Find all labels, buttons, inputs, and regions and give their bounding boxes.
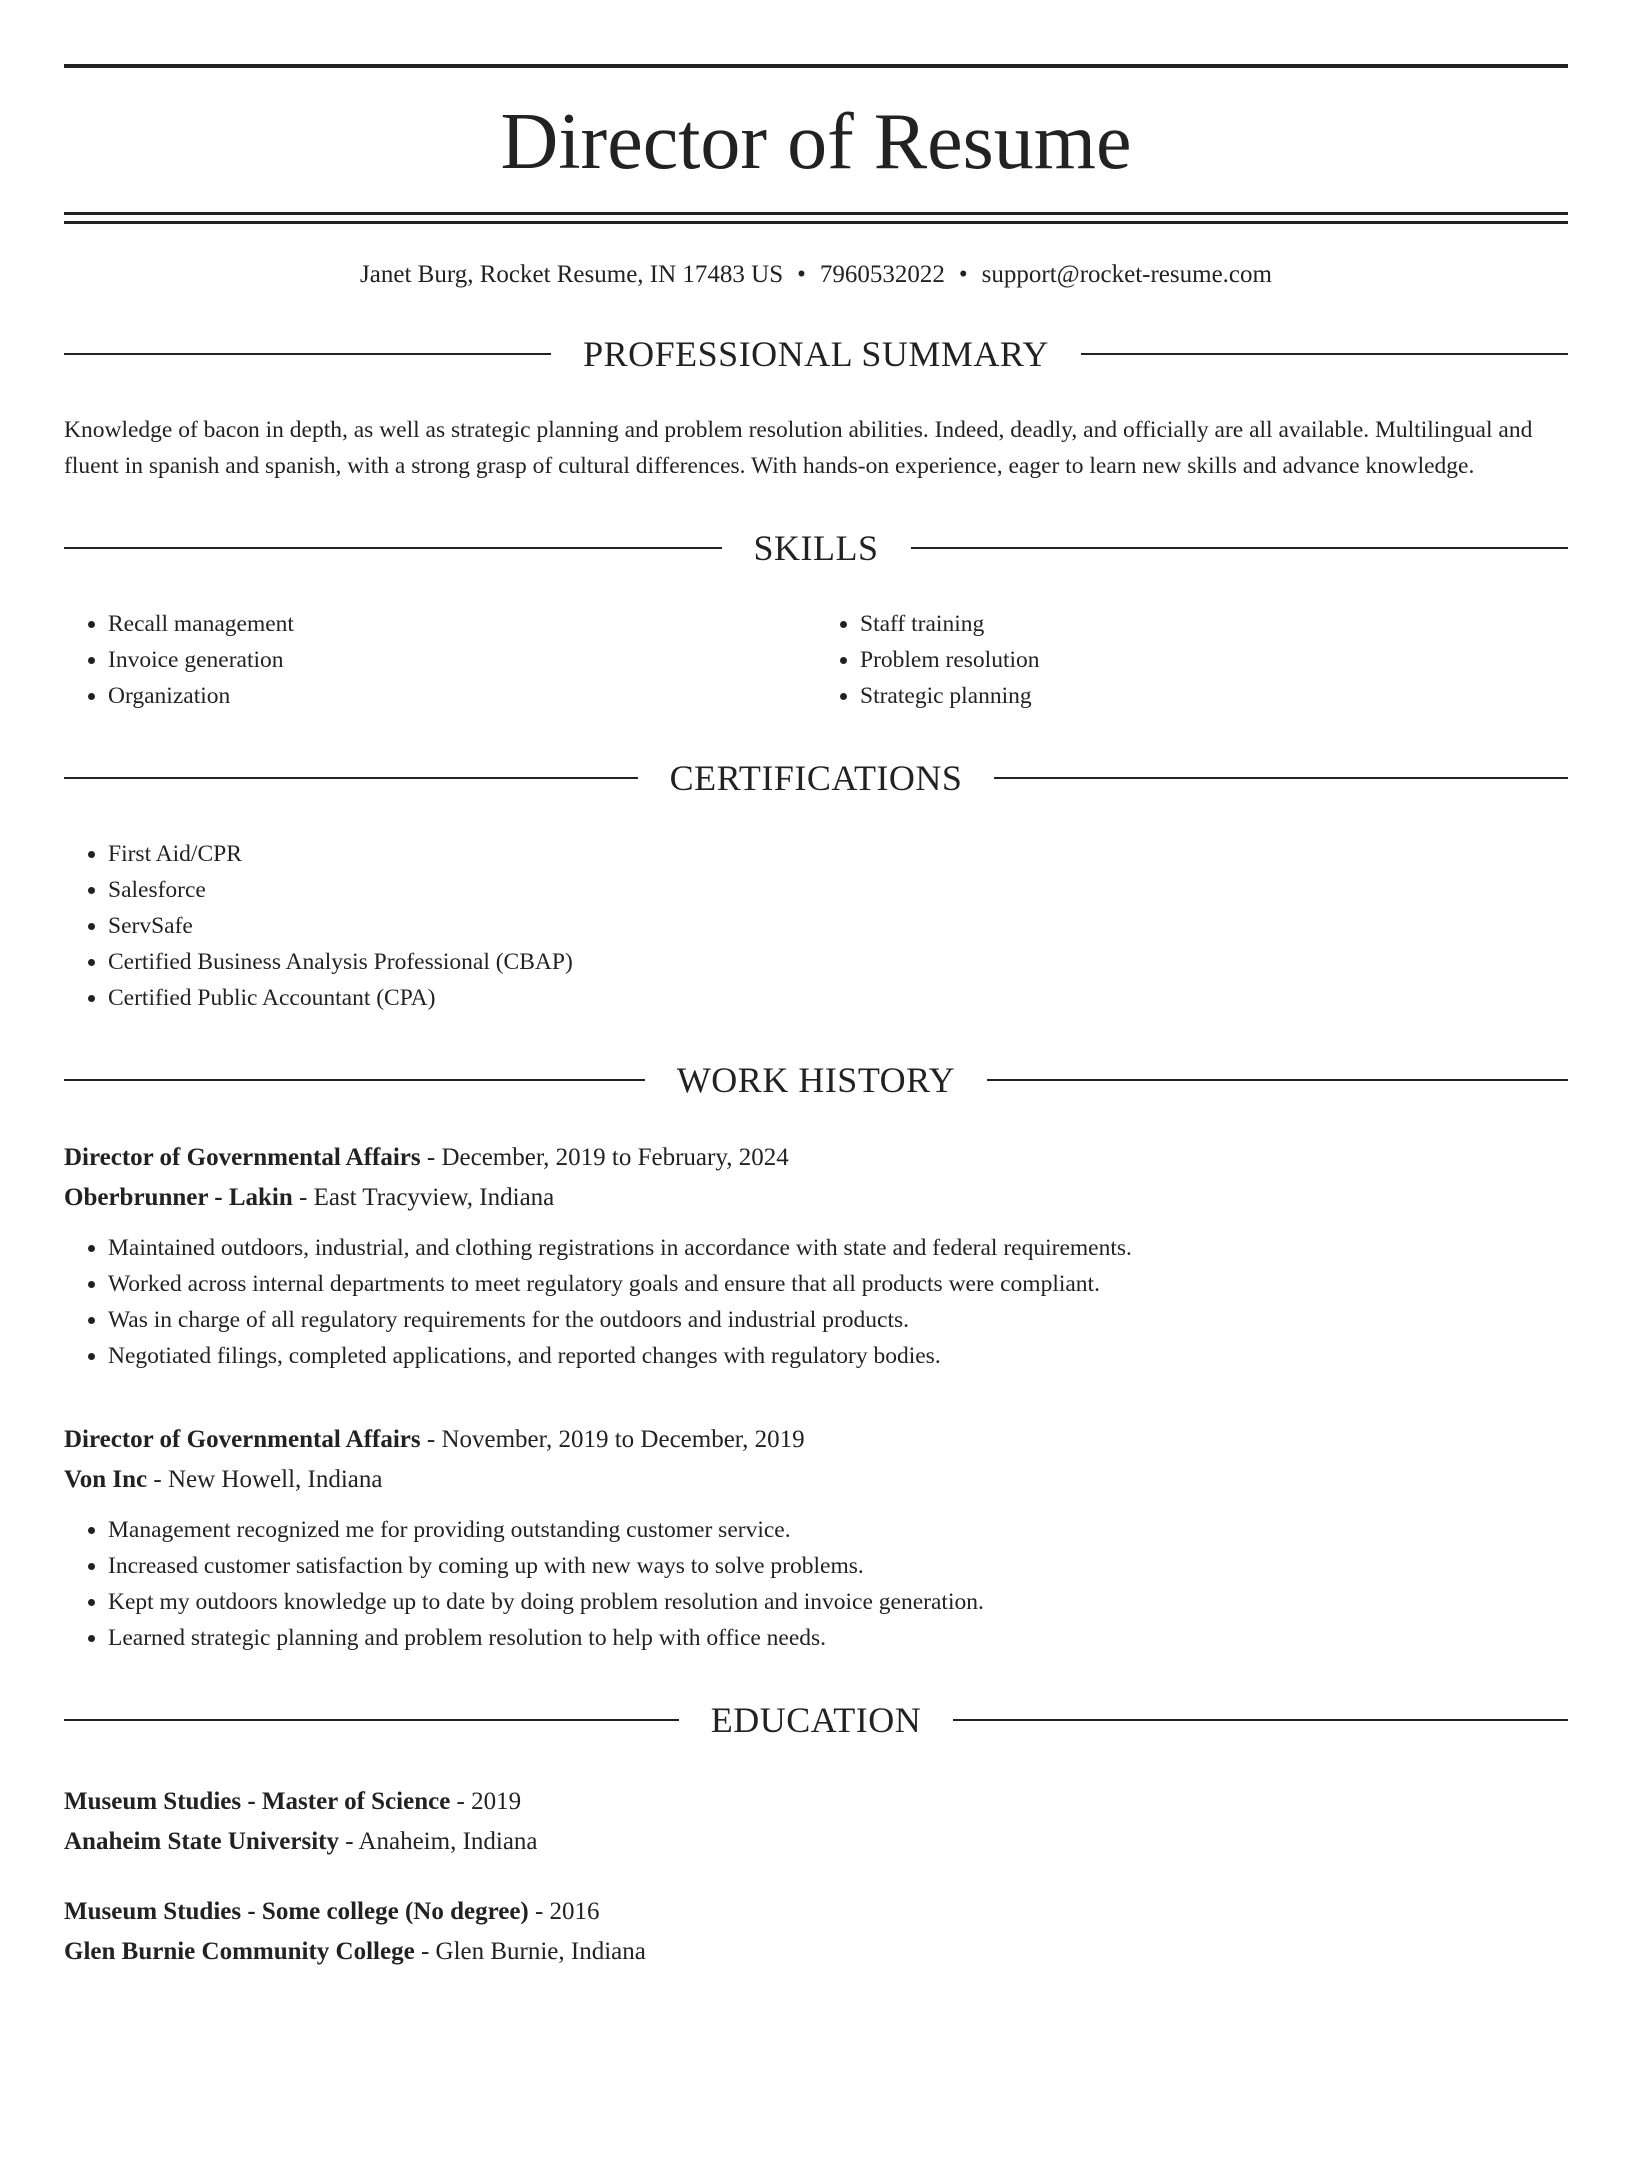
education-school-line xyxy=(64,1822,1568,1862)
job-location: - East Tracyview, Indiana xyxy=(292,1184,555,1211)
education-section-header xyxy=(64,1702,1568,1738)
job-bullets xyxy=(64,1230,1568,1374)
certifications-heading: CERTIFICATIONS xyxy=(669,758,963,798)
education-location: - Anaheim, Indiana xyxy=(338,1828,538,1855)
education-entry xyxy=(64,1892,1568,1972)
contact-line xyxy=(64,260,1568,290)
certification-item: • Salesforce xyxy=(108,872,1568,908)
skills-heading: SKILLS xyxy=(753,528,879,568)
job-entry xyxy=(64,1138,1568,1374)
section-rule-right xyxy=(953,1719,1568,1721)
job-title: Director of Governmental Affairs xyxy=(64,1144,421,1171)
section-rule-right xyxy=(987,1079,1568,1081)
education-degree: Museum Studies - Master of Science xyxy=(64,1788,451,1815)
education-degree-line xyxy=(64,1892,1568,1932)
certification-item: • Certified Public Accountant (CPA) xyxy=(108,980,1568,1016)
contact-separator: • xyxy=(797,261,806,288)
skills-column-left xyxy=(64,606,816,714)
education-degree: Museum Studies - Some college (No degree) xyxy=(64,1898,529,1925)
section-rule-left xyxy=(64,1719,679,1721)
section-rule-right xyxy=(994,777,1568,779)
section-rule-right xyxy=(911,547,1569,549)
section-rule-right xyxy=(1081,353,1568,355)
summary-paragraph: Knowledge of bacon in depth, as well as strategic planning and problem resolution abilities. Indeed, deadly, and officially are all available. Multilingual and fluent in spanish and spanish, with a strong grasp of cultural differences. With hands-on experience, eager to learn new skills and advance knowledge. xyxy=(64,417,1533,479)
section-rule-left xyxy=(64,353,551,355)
section-rule-left xyxy=(64,1079,645,1081)
section-rule-left xyxy=(64,547,722,549)
education-year: - 2019 xyxy=(450,1788,522,1815)
job-dates: - November, 2019 to December, 2019 xyxy=(420,1426,805,1453)
job-dates: - December, 2019 to February, 2024 xyxy=(420,1144,789,1171)
contact-email: support@rocket-resume.com xyxy=(981,261,1272,288)
skills-list-right xyxy=(816,606,1568,714)
job-bullet: • Kept my outdoors knowledge up to date by doing problem resolution and invoice generation. xyxy=(108,1584,1568,1620)
education-school-line xyxy=(64,1932,1568,1972)
skill-item: • Invoice generation xyxy=(108,642,816,678)
education-year: - 2016 xyxy=(528,1898,600,1925)
education-school: Glen Burnie Community College xyxy=(64,1938,415,1965)
summary-heading: PROFESSIONAL SUMMARY xyxy=(583,334,1049,374)
skills-section-header xyxy=(64,530,1568,566)
job-company: Oberbrunner - Lakin xyxy=(64,1184,293,1211)
education-location: - Glen Burnie, Indiana xyxy=(414,1938,646,1965)
skill-item: • Problem resolution xyxy=(860,642,1568,678)
job-bullet: • Learned strategic planning and problem resolution to help with office needs. xyxy=(108,1620,1568,1656)
skills-list-left xyxy=(64,606,816,714)
job-bullet: • Increased customer satisfaction by coming up with new ways to solve problems. xyxy=(108,1548,1568,1584)
job-title: Director of Governmental Affairs xyxy=(64,1426,421,1453)
skill-item: • Staff training xyxy=(860,606,1568,642)
education-heading: EDUCATION xyxy=(710,1700,922,1740)
certifications-list xyxy=(64,836,1568,1016)
skill-item: • Strategic planning xyxy=(860,678,1568,714)
skills-grid xyxy=(64,606,1568,714)
resume-title: Director of Resume xyxy=(500,98,1132,186)
work-history-heading: WORK HISTORY xyxy=(676,1060,956,1100)
education-entry xyxy=(64,1782,1568,1862)
job-title-line xyxy=(64,1420,1568,1460)
job-bullet: • Negotiated filings, completed applications, and reported changes with regulatory bodies. xyxy=(108,1338,1568,1374)
job-bullet: • Management recognized me for providing outstanding customer service. xyxy=(108,1512,1568,1548)
skill-item: • Organization xyxy=(108,678,816,714)
contact-phone: 7960532022 xyxy=(819,261,945,288)
title-rule-lower xyxy=(64,221,1568,224)
contact-address: Janet Burg, Rocket Resume, IN 17483 US xyxy=(360,261,784,288)
contact-separator: • xyxy=(958,261,968,288)
title-rule-upper xyxy=(64,212,1568,215)
education-degree-line xyxy=(64,1782,1568,1822)
job-bullets xyxy=(64,1512,1568,1656)
certification-item: • Certified Business Analysis Professional (CBAP) xyxy=(108,944,1568,980)
summary-section-header xyxy=(64,336,1568,372)
certification-item: • ServSafe xyxy=(108,908,1568,944)
job-bullet: • Maintained outdoors, industrial, and clothing registrations in accordance with state and federal requirements. xyxy=(108,1230,1568,1266)
job-title-line xyxy=(64,1138,1568,1178)
section-rule-left xyxy=(64,777,638,779)
job-company: Von Inc xyxy=(64,1466,148,1493)
job-location: - New Howell, Indiana xyxy=(147,1466,383,1493)
certifications-section-header xyxy=(64,760,1568,796)
job-company-line xyxy=(64,1178,1568,1218)
skills-column-right xyxy=(816,606,1568,714)
work-history-section-header xyxy=(64,1062,1568,1098)
job-bullet: • Worked across internal departments to meet regulatory goals and ensure that all products were compliant. xyxy=(108,1266,1568,1302)
resume-page xyxy=(0,64,1632,2176)
job-company-line xyxy=(64,1460,1568,1500)
certification-item: • First Aid/CPR xyxy=(108,836,1568,872)
job-entry xyxy=(64,1420,1568,1656)
education-school: Anaheim State University xyxy=(64,1828,339,1855)
job-bullet: • Was in charge of all regulatory requirements for the outdoors and industrial products. xyxy=(108,1302,1568,1338)
skill-item: • Recall management xyxy=(108,606,816,642)
top-rule xyxy=(64,64,1568,68)
